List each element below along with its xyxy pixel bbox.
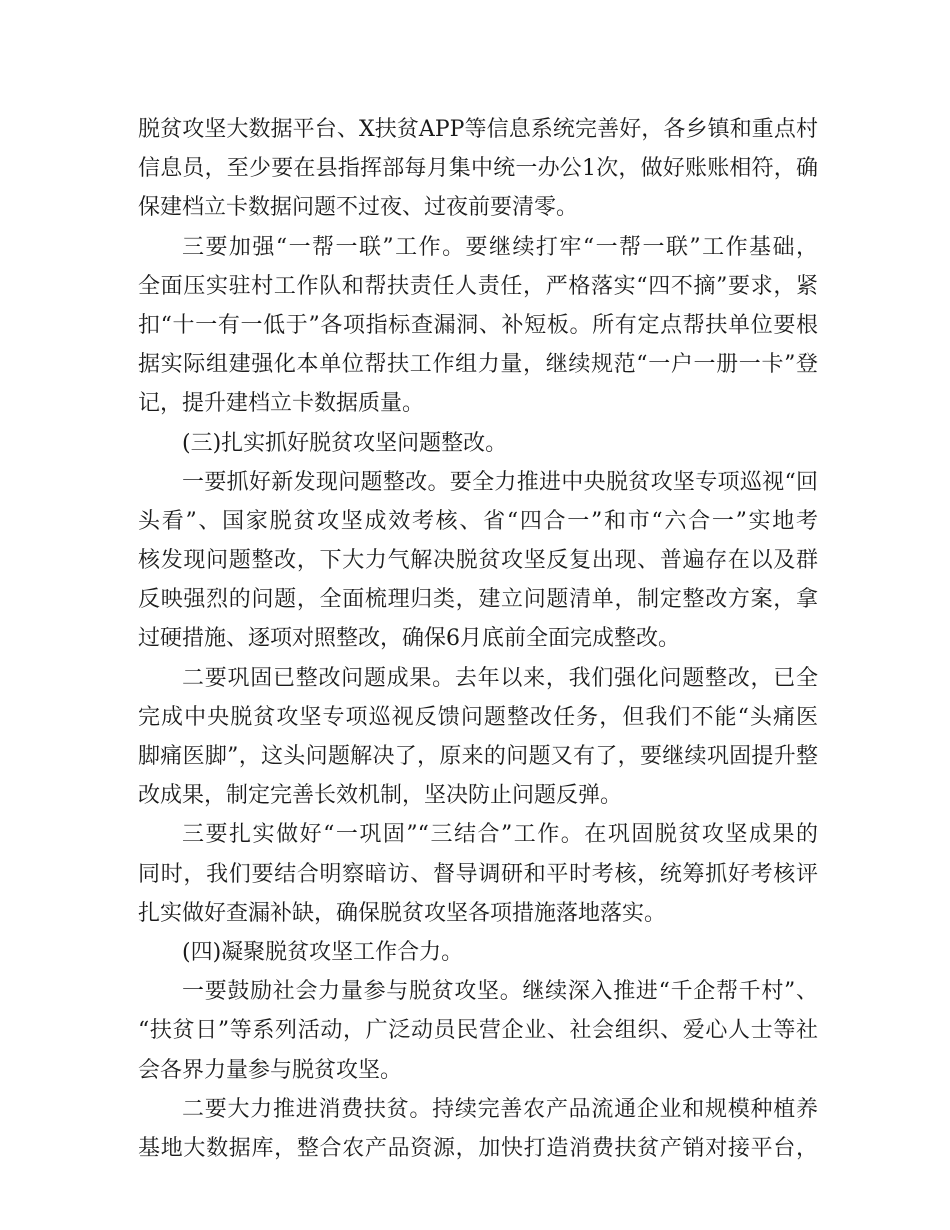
text-line: 过硬措施、逐项对照整改，确保6月底前全面完成整改。 xyxy=(138,626,680,652)
text-line: 头看”、国家脱贫攻坚成效考核、省“四合一”和市“六合一”实地考 xyxy=(138,508,818,534)
text-line: 同时，我们要结合明察暗访、督导调研和平时考核，统筹抓好考核评 xyxy=(138,861,818,887)
text-line: 脚痛医脚”，这头问题解决了，原来的问题又有了，要继续巩固提升整 xyxy=(138,744,818,769)
text-line: 信息员，至少要在县指挥部每月集中统一办公1次，做好账账相符，确 xyxy=(138,156,818,182)
text-line: 基地大数据库，整合农产品资源，加快打造消费扶贫产销对接平台， xyxy=(138,1135,818,1161)
text-line: 据实际组建强化本单位帮扶工作组力量，继续规范“一户一册一卡”登 xyxy=(138,352,818,378)
text-line: 反映强烈的问题，全面梳理归类，建立问题清单，制定整改方案，拿 xyxy=(138,587,818,613)
paragraph-first-line: 一要抓好新发现问题整改。要全力推进中央脱贫攻坚专项巡视“回 xyxy=(182,469,818,495)
text-line: “扶贫日”等系列活动，广泛动员民营企业、社会组织、爱心人士等社 xyxy=(138,1018,818,1044)
paragraph-first-line: 一要鼓励社会力量参与脱贫攻坚。继续深入推进“千企帮千村”、 xyxy=(182,979,818,1005)
paragraph-first-line: 三要扎实做好“一巩固”“三结合”工作。在巩固脱贫攻坚成果的 xyxy=(182,822,818,848)
text-line: 扣“十一有一低于”各项指标查漏洞、补短板。所有定点帮扶单位要根 xyxy=(138,312,818,338)
paragraph-first-line: 三要加强“一帮一联”工作。要继续打牢“一帮一联”工作基础， xyxy=(182,234,818,260)
text-line: 记，提升建档立卡数据质量。 xyxy=(138,391,425,417)
paragraph-first-line: 二要巩固已整改问题成果。去年以来，我们强化问题整改，已全 xyxy=(182,665,818,691)
text-line: 扎实做好查漏补缺，确保脱贫攻坚各项措施落地落实。 xyxy=(138,900,667,926)
text-line: 完成中央脱贫攻坚专项巡视反馈问题整改任务，但我们不能“头痛医 xyxy=(138,704,818,730)
text-line: 核发现问题整改，下大力气解决脱贫攻坚反复出现、普遍存在以及群 xyxy=(138,548,818,574)
text-line: 保建档立卡数据问题不过夜、过夜前要清零。 xyxy=(138,195,579,221)
paragraph-first-line: (三)扎实抓好脱贫攻坚问题整改。 xyxy=(182,430,508,456)
paragraph-first-line: 二要大力推进消费扶贫。持续完善农产品流通企业和规模种植养 xyxy=(182,1096,818,1122)
text-line: 全面压实驻村工作队和帮扶责任人责任，严格落实“四不摘”要求，紧 xyxy=(138,273,818,299)
text-line: 改成果，制定完善长效机制，坚决防止问题反弹。 xyxy=(138,783,623,809)
text-line: 脱贫攻坚大数据平台、X扶贫APP等信息系统完善好，各乡镇和重点村 xyxy=(138,117,818,142)
document-body xyxy=(138,110,818,1168)
paragraph-first-line: (四)凝聚脱贫攻坚工作合力。 xyxy=(182,939,464,965)
text-line: 会各界力量参与脱贫攻坚。 xyxy=(138,1057,403,1083)
